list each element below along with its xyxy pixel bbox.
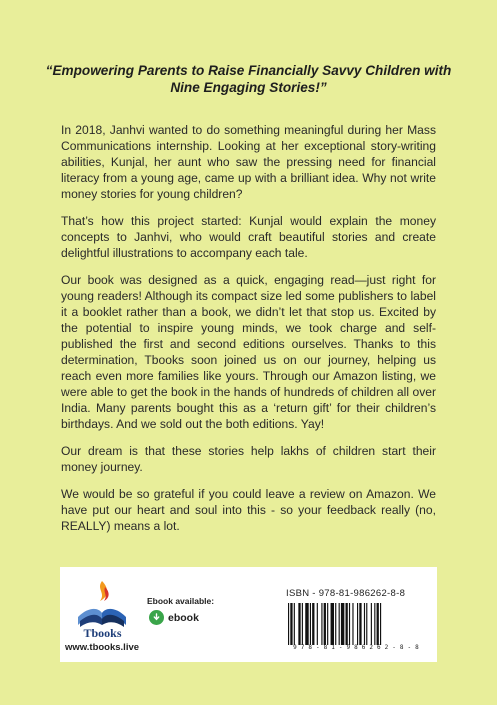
body-text [61, 122, 436, 545]
logo-text: Tbooks [83, 626, 122, 639]
tbooks-logo-icon [70, 577, 135, 639]
paragraph-3: Our book was designed as a quick, engaging read—just right for young readers! Although its compact size led some publishers to label it a booklet rather than a book, we didn’t let that stop us. Excited by the potential to inspire young minds, we took charge and self-published the first and second editions ourselves. Thanks to this determination, Tbooks soon joined us on our journey, helping us reach even more families like yours. Through our Amazon listing, we were able to get the book in the hands of hundreds of children all over India. Many parents bought this as a ‘return gift’ for their children’s birthdays. And we sold out the both editions. Yay! [61, 273, 436, 431]
website-link[interactable]: www.tbooks.live [64, 642, 140, 653]
ebook-badge[interactable] [149, 610, 199, 625]
download-icon [149, 610, 164, 625]
ebook-badge-label: ebook [168, 611, 199, 624]
barcode-digits: 9 7 8 - 8 1 - 9 8 6 2 6 2 - 8 - 8 [293, 644, 419, 651]
paragraph-5: We would be so grateful if you could leave a review on Amazon. We have put our heart and soul into this - so your feedback really (no, REALLY) means a lot. [61, 487, 436, 533]
ebook-label: Ebook available: [147, 596, 215, 606]
paragraph-4: Our dream is that these stories help lakhs of children start their money journey. [61, 444, 436, 474]
paragraph-1: In 2018, Janhvi wanted to do something meaningful during her Mass Communications internship. Looking at her exceptional story-writing abilities, Kunjal, her aunt who saw the pressing need for financial literacy from a young age, came up with a brilliant idea. Why not write money stories for young children? [61, 123, 436, 201]
paragraph-2: That’s how this project started: Kunjal would explain the money concepts to Janhvi, who would craft beautiful stories and create delightful illustrations to accompany each tale. [61, 214, 436, 260]
barcode-icon [286, 603, 426, 645]
footer-box [60, 567, 437, 662]
isbn-text: ISBN - 978-81-986262-8-8 [286, 588, 406, 599]
tagline: “Empowering Parents to Raise Financially Savvy Children with Nine Engaging Stories!” [45, 63, 452, 95]
